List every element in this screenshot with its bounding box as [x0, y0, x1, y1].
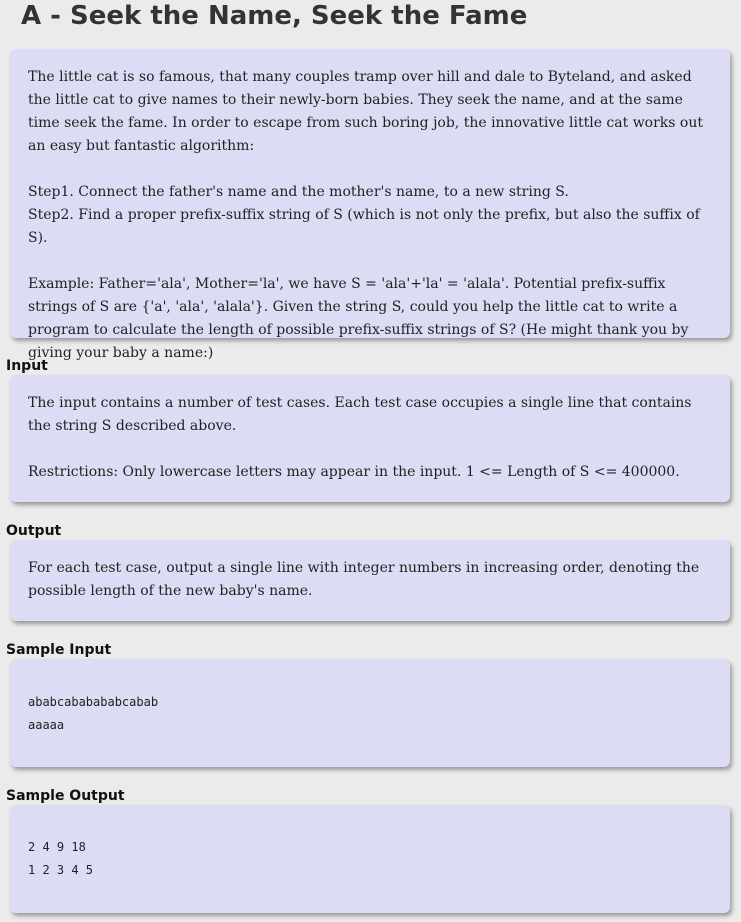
sample-output-heading: Sample Output: [6, 788, 125, 804]
input-paragraph: The input contains a number of test cases. Each test case occupies a single line that contains the string S described above.: [28, 395, 692, 434]
restrictions-text: Restrictions: Only lowercase letters may appear in the input. 1 <= Length of S <= 400000.: [28, 464, 680, 480]
sample-input-heading: Sample Input: [6, 642, 112, 658]
sample-input-line: ababcababababcabab: [28, 695, 159, 709]
output-panel: [10, 540, 730, 621]
sample-input-line: aaaaa: [28, 718, 65, 732]
step1-text: Step1. Connect the father's name and the mother's name, to a new string S.: [28, 184, 569, 200]
problem-title: A - Seek the Name, Seek the Fame: [21, 1, 528, 31]
example-paragraph: Example: Father='ala', Mother='la', we have S = 'ala'+'la' = 'alala'. Potential prefix-suffix strings of S are {'a', 'ala', 'alala'}. Given the string S, could you help the little cat to write a program to calculate the length of possible prefix-suffix strings of S? (He might thank you by giving your baby a name:): [28, 276, 689, 361]
output-paragraph: For each test case, output a single line with integer numbers in increasing order, denoting the possible length of the new baby's name.: [28, 560, 700, 599]
input-panel: [10, 375, 730, 502]
description-paragraph: The little cat is so famous, that many couples tramp over hill and dale to Byteland, and asked the little cat to give names to their newly-born babies. They seek the name, and at the same time seek the fame. In order to escape from such boring job, the innovative little cat works out an easy but fantastic algorithm:: [28, 69, 703, 154]
sample-output-panel: [10, 805, 730, 913]
sample-input-panel: [10, 659, 730, 767]
sample-output-line: 1 2 3 4 5: [28, 863, 94, 877]
output-heading: Output: [6, 523, 62, 539]
description-panel: [10, 49, 730, 361]
input-heading: Input: [6, 358, 48, 374]
sample-output-line: 2 4 9 18: [28, 840, 86, 854]
step2-text: Step2. Find a proper prefix-suffix string of S (which is not only the prefix, but also the suffix of S).: [28, 207, 700, 246]
